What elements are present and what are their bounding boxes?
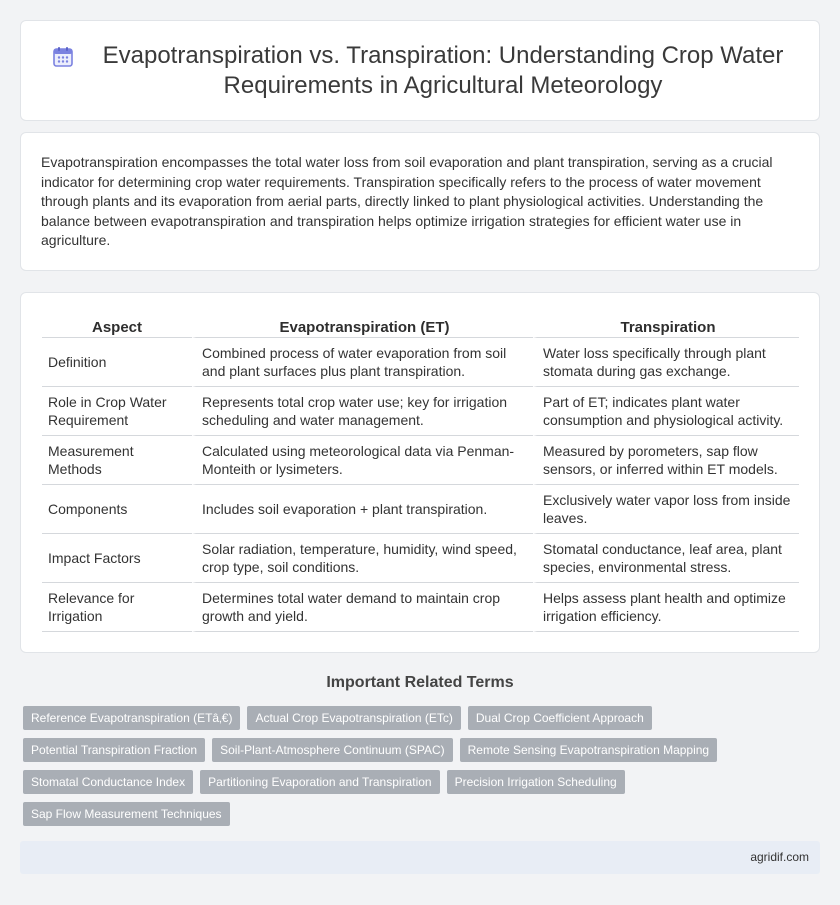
row-et: Solar radiation, temperature, humidity, wind speed, crop type, soil conditions. <box>192 534 533 583</box>
table-row <box>42 436 799 485</box>
row-aspect: Components <box>42 485 192 534</box>
row-transpiration: Part of ET; indicates plant water consumption and physiological activity. <box>533 387 799 436</box>
row-transpiration: Measured by porometers, sap flow sensors, or inferred within ET models. <box>533 436 799 485</box>
header-aspect: Aspect <box>42 315 192 338</box>
row-et: Includes soil evaporation + plant transpiration. <box>192 485 533 534</box>
row-et: Determines total water demand to maintain crop growth and yield. <box>192 583 533 632</box>
related-term-tag[interactable]: Precision Irrigation Scheduling <box>447 770 625 794</box>
footer-bar <box>20 841 820 874</box>
related-term-tag[interactable]: Potential Transpiration Fraction <box>23 738 205 762</box>
row-aspect: Role in Crop Water Requirement <box>42 387 192 436</box>
row-aspect: Relevance for Irrigation <box>42 583 192 632</box>
table-header-row <box>42 315 799 338</box>
calendar-icon <box>51 45 75 69</box>
table-row <box>42 534 799 583</box>
related-terms-list <box>23 706 813 834</box>
comparison-table-card <box>20 292 820 653</box>
comparison-table <box>42 315 799 632</box>
row-aspect: Measurement Methods <box>42 436 192 485</box>
row-transpiration: Helps assess plant health and optimize irrigation efficiency. <box>533 583 799 632</box>
table-row <box>42 338 799 387</box>
table-row <box>42 583 799 632</box>
related-term-tag[interactable]: Sap Flow Measurement Techniques <box>23 802 230 826</box>
header-card <box>20 20 820 121</box>
header-transpiration: Transpiration <box>533 315 799 338</box>
row-aspect: Impact Factors <box>42 534 192 583</box>
related-term-tag[interactable]: Dual Crop Coefficient Approach <box>468 706 652 730</box>
intro-card <box>20 132 820 271</box>
related-terms-heading: Important Related Terms <box>326 674 514 691</box>
related-term-tag[interactable]: Stomatal Conductance Index <box>23 770 193 794</box>
intro-paragraph: Evapotranspiration encompasses the total water loss from soil evaporation and plant transpiration, serving as a crucial indicator for determining crop water requirements. Transpiration specifically refers to the process of water movement through plants and its evaporation from aerial parts, directly linked to plant physiological activities. Understanding the balance between evapotranspiration and transpiration helps optimize irrigation strategies for efficient water use in agriculture. <box>41 154 773 248</box>
row-et: Combined process of water evaporation from soil and plant surfaces plus plant transpiration. <box>192 338 533 387</box>
row-et: Represents total crop water use; key for irrigation scheduling and water management. <box>192 387 533 436</box>
page-title: Evapotranspiration vs. Transpiration: Understanding Crop Water Requirements in Agricultural Meteorology <box>102 41 784 99</box>
table-row <box>42 485 799 534</box>
related-term-tag[interactable]: Remote Sensing Evapotranspiration Mapping <box>460 738 717 762</box>
related-term-tag[interactable]: Soil-Plant-Atmosphere Continuum (SPAC) <box>212 738 453 762</box>
related-term-tag[interactable]: Actual Crop Evapotranspiration (ETc) <box>247 706 460 730</box>
row-aspect: Definition <box>42 338 192 387</box>
related-term-tag[interactable]: Partitioning Evaporation and Transpiration <box>200 770 439 794</box>
row-transpiration: Water loss specifically through plant stomata during gas exchange. <box>533 338 799 387</box>
footer-site-link[interactable]: agridif.com <box>750 850 809 864</box>
related-term-tag[interactable]: Reference Evapotranspiration (ETâ‚€) <box>23 706 240 730</box>
row-transpiration: Exclusively water vapor loss from inside leaves. <box>533 485 799 534</box>
header-evapotranspiration: Evapotranspiration (ET) <box>192 315 533 338</box>
row-transpiration: Stomatal conductance, leaf area, plant species, environmental stress. <box>533 534 799 583</box>
title-wrap <box>21 21 819 120</box>
row-et: Calculated using meteorological data via Penman-Monteith or lysimeters. <box>192 436 533 485</box>
table-row <box>42 387 799 436</box>
